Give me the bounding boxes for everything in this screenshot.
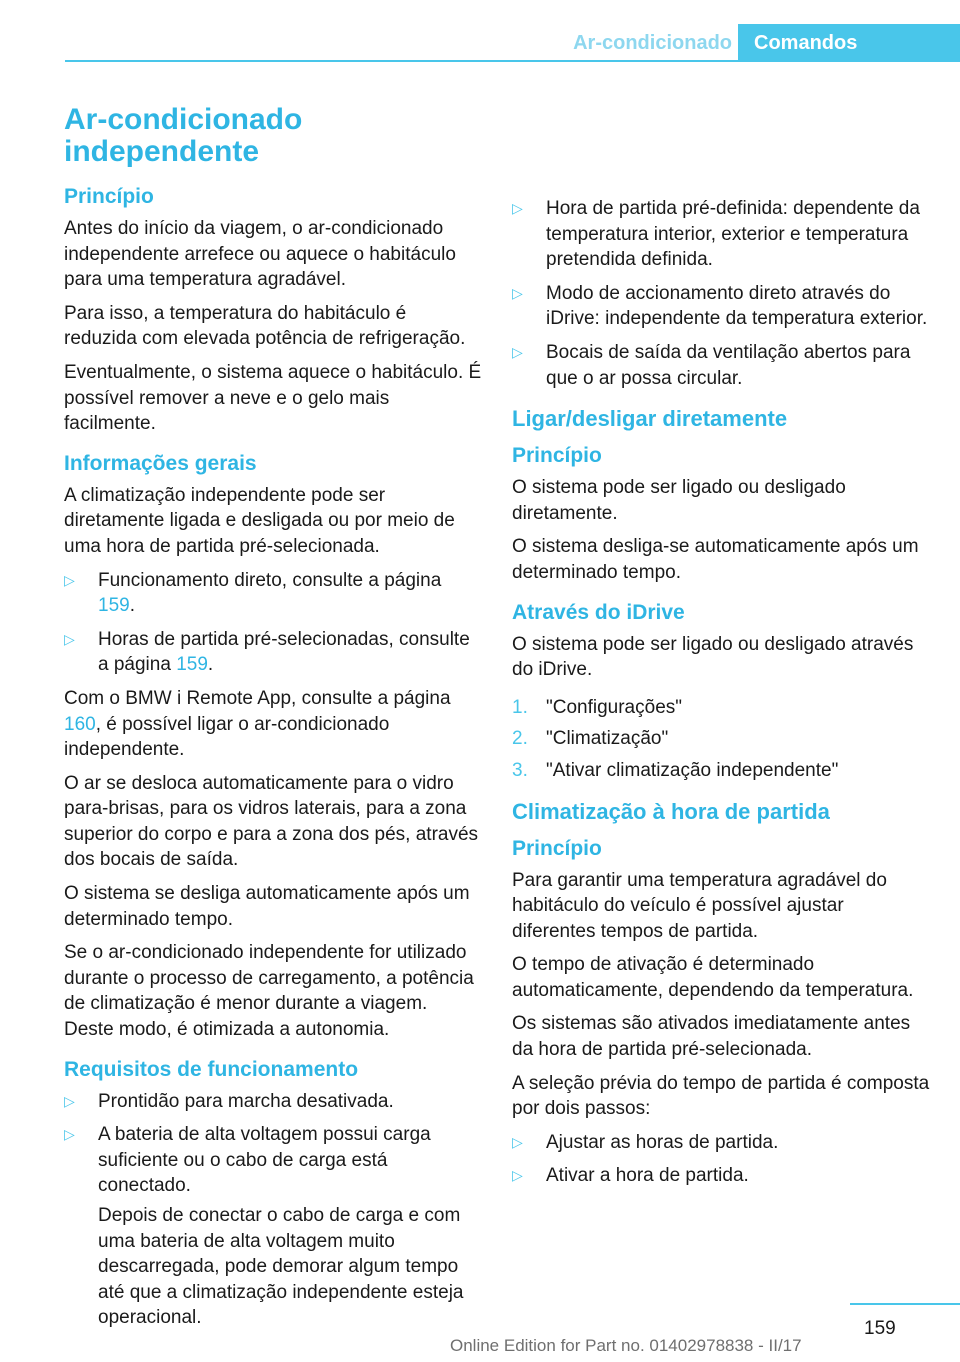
paragraph: Antes do início da viagem, o ar-condicionado independente arrefece ou aquece o habitáculo para uma temperatura agradável. xyxy=(64,218,456,291)
list-item: ▷ Funcionamento direto, consulte a página 159. xyxy=(64,569,442,617)
header-rule xyxy=(65,60,960,62)
bullet-list xyxy=(64,568,482,678)
heading-climatizacao-partida: Climatização à hora de partida xyxy=(512,798,830,824)
bullet-list xyxy=(64,1089,482,1331)
page-link[interactable]: 159 xyxy=(176,654,208,676)
paragraph: Para garantir uma temperatura agradável do habitáculo do veículo é possível ajustar diferentes tempos de partida. xyxy=(512,869,887,942)
list-item: ▷ Prontidão para marcha desativada. xyxy=(64,1089,482,1115)
triangle-right-icon: ▷ xyxy=(64,630,75,647)
page-number: 159 xyxy=(864,1318,896,1339)
heading-principio: Princípio xyxy=(512,836,602,860)
heading-informacoes-gerais: Informações gerais xyxy=(64,451,257,475)
paragraph: O sistema pode ser ligado ou desligado através do iDrive. xyxy=(512,633,914,681)
paragraph: A climatização independente pode ser diretamente ligada e desligada ou por meio de uma hora de partida pré-selecionada. xyxy=(64,484,455,557)
list-item-subparagraph: Depois de conectar o cabo de carga e com uma bateria de alta voltagem muito descarregada, pode demorar algum tempo até que a climatização independente esteja operacional. xyxy=(98,1205,464,1329)
page-title: Ar-condicionado independente xyxy=(64,103,303,168)
list-item: ▷ Bocais de saída da ventilação abertos para que o ar possa circular. xyxy=(512,341,911,389)
list-item: ▷ A bateria de alta voltagem possui carga suficiente ou o cabo de carga está conectado. Depois de conectar o cabo de carga e com uma bateria de alta voltagem muito descarregada, pode demorar algum tempo até que a climatização independente esteja operacional. xyxy=(64,1122,482,1331)
paragraph: O sistema pode ser ligado ou desligado diretamente. xyxy=(512,477,846,524)
paragraph: Com o BMW i Remote App, consulte a página 160, é possível ligar o ar-condicionado independente. xyxy=(64,687,451,761)
list-item: 2. "Climatização" xyxy=(512,728,669,750)
triangle-right-icon: ▷ xyxy=(512,200,523,216)
list-item: 1. "Configurações" xyxy=(512,696,683,718)
triangle-right-icon: ▷ xyxy=(512,284,523,301)
header-chapter-tab: Comandos xyxy=(738,24,960,62)
heading-ligar-desligar: Ligar/desligar diretamente xyxy=(512,406,788,432)
header-section-title: Ar-condicionado xyxy=(573,32,732,54)
paragraph: Se o ar-condicionado independente for utilizado durante o processo de carregamento, a potência de climatização é menor durante a viagem. Deste modo, é otimizada a autonomia. xyxy=(64,942,474,1041)
bullet-list xyxy=(512,196,932,391)
bullet-list xyxy=(512,1130,932,1189)
page-link[interactable]: 159 xyxy=(98,595,130,617)
paragraph: O sistema desliga-se automaticamente após um determinado tempo. xyxy=(512,536,919,583)
right-column xyxy=(512,100,932,1197)
triangle-right-icon: ▷ xyxy=(512,1133,523,1150)
list-item: ▷ Ajustar as horas de partida. xyxy=(512,1130,932,1156)
heading-principio: Princípio xyxy=(64,185,154,208)
triangle-right-icon: ▷ xyxy=(512,343,523,360)
triangle-right-icon: ▷ xyxy=(64,1126,75,1143)
footer-edition: Online Edition for Part no. 01402978838 - II/17 xyxy=(450,1336,802,1355)
numbered-list xyxy=(512,695,932,784)
triangle-right-icon: ▷ xyxy=(512,1167,523,1184)
list-item: 3. "Ativar climatização independente" xyxy=(512,759,839,781)
paragraph: O tempo de ativação é determinado automaticamente, dependendo da temperatura. xyxy=(512,954,914,1001)
heading-atraves-idrive: Através do iDrive xyxy=(512,600,685,624)
paragraph: A seleção prévia do tempo de partida é composta por dois passos: xyxy=(512,1072,930,1120)
triangle-right-icon: ▷ xyxy=(64,1092,75,1109)
left-column xyxy=(64,100,482,1339)
heading-principio: Princípio xyxy=(512,444,602,468)
paragraph: O sistema se desliga automaticamente após um determinado tempo. xyxy=(64,883,470,930)
paragraph: Os sistemas são ativados imediatamente antes da hora de partida pré-selecionada. xyxy=(512,1013,911,1061)
list-item: ▷ Hora de partida pré-definida: dependente da temperatura interior, exterior e temperatura pretendida definida. xyxy=(512,198,920,271)
paragraph: O ar se desloca automaticamente para o vidro para-brisas, para os vidros laterais, para a zona superior do corpo e para a zona dos pés, através dos bocais de saída. xyxy=(64,772,479,871)
paragraph: Para isso, a temperatura do habitáculo é reduzida com elevada potência de refrigeração. xyxy=(64,302,466,350)
footer-rule xyxy=(850,1303,960,1305)
triangle-right-icon: ▷ xyxy=(64,571,75,588)
heading-requisitos: Requisitos de funcionamento xyxy=(64,1057,359,1081)
paragraph: Eventualmente, o sistema aquece o habitáculo. É possível remover a neve e o gelo mais facilmente. xyxy=(64,361,482,435)
page-link[interactable]: 160 xyxy=(64,713,96,735)
list-item: ▷ Ativar a hora de partida. xyxy=(512,1163,932,1189)
list-item: ▷ Horas de partida pré-selecionadas, consulte a página 159. xyxy=(64,628,470,676)
list-item: ▷ Modo de accionamento direto através do iDrive: independente da temperatura exterior. xyxy=(512,282,928,330)
